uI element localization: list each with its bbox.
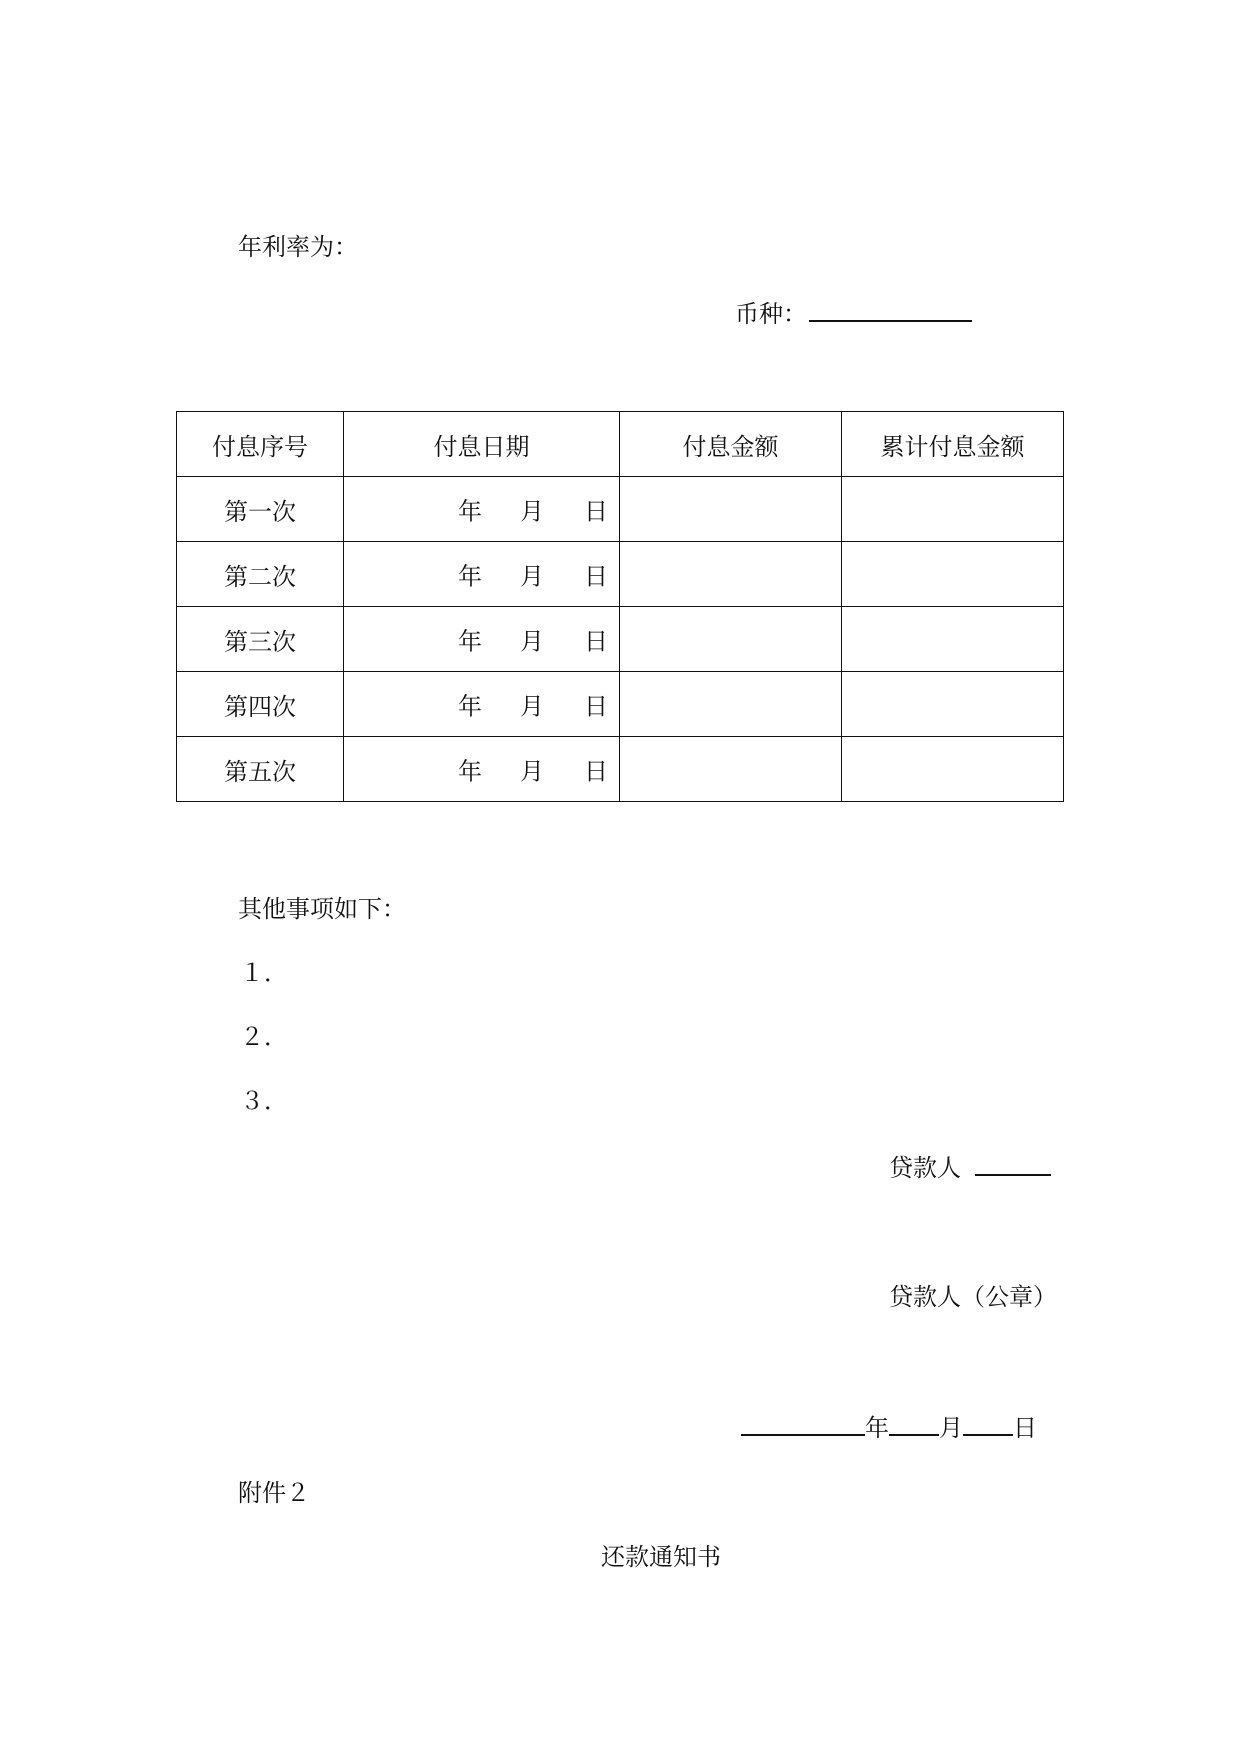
row-date[interactable] <box>344 477 620 542</box>
date-day-blank[interactable] <box>963 1412 1013 1436</box>
date-day: 日 <box>584 757 608 786</box>
date-day: 日 <box>584 497 608 526</box>
row-amount[interactable] <box>620 737 842 802</box>
date-month: 月 <box>520 692 544 721</box>
currency-row <box>735 298 972 329</box>
row-date[interactable] <box>344 672 620 737</box>
date-year-blank[interactable] <box>741 1412 865 1436</box>
date-day-label: 日 <box>1013 1414 1037 1442</box>
table-row <box>177 672 1064 737</box>
row-seq: 第五次 <box>177 737 344 802</box>
table-row <box>177 477 1064 542</box>
table-header-row <box>177 412 1064 477</box>
date-month: 月 <box>520 497 544 526</box>
date-month-blank[interactable] <box>889 1412 939 1436</box>
row-seq: 第三次 <box>177 607 344 672</box>
date-day: 日 <box>584 692 608 721</box>
header-date: 付息日期 <box>344 412 620 477</box>
row-date[interactable] <box>344 542 620 607</box>
row-date[interactable] <box>344 607 620 672</box>
date-day: 日 <box>584 562 608 591</box>
date-month: 月 <box>520 562 544 591</box>
currency-blank[interactable] <box>809 298 972 322</box>
date-year-label: 年 <box>865 1414 889 1442</box>
currency-label: 币种： <box>735 300 807 328</box>
row-date[interactable] <box>344 737 620 802</box>
date-day: 日 <box>584 627 608 656</box>
row-cumulative[interactable] <box>842 672 1064 737</box>
other-matter-item-2: ２． <box>240 1023 288 1051</box>
other-matters-label: 其他事项如下： <box>238 895 406 923</box>
table-row <box>177 607 1064 672</box>
date-month-label: 月 <box>939 1414 963 1442</box>
annual-rate-label: 年利率为： <box>238 233 358 261</box>
lender-label: 贷款人 <box>889 1154 961 1182</box>
row-cumulative[interactable] <box>842 737 1064 802</box>
row-seq: 第四次 <box>177 672 344 737</box>
row-cumulative[interactable] <box>842 607 1064 672</box>
table-row <box>177 542 1064 607</box>
row-seq: 第二次 <box>177 542 344 607</box>
date-year: 年 <box>458 757 482 786</box>
row-cumulative[interactable] <box>842 542 1064 607</box>
row-amount[interactable] <box>620 672 842 737</box>
header-cumulative: 累计付息金额 <box>842 412 1064 477</box>
date-year: 年 <box>458 692 482 721</box>
table-row <box>177 737 1064 802</box>
date-year: 年 <box>458 497 482 526</box>
row-seq: 第一次 <box>177 477 344 542</box>
lender-row <box>889 1152 1051 1183</box>
signature-date-line <box>741 1412 1037 1443</box>
other-matter-item-1: １． <box>240 959 288 987</box>
date-month: 月 <box>520 627 544 656</box>
row-amount[interactable] <box>620 542 842 607</box>
interest-schedule-table <box>176 411 1064 802</box>
row-cumulative[interactable] <box>842 477 1064 542</box>
row-amount[interactable] <box>620 607 842 672</box>
header-amount: 付息金额 <box>620 412 842 477</box>
header-seq: 付息序号 <box>177 412 344 477</box>
date-year: 年 <box>458 627 482 656</box>
notice-title: 还款通知书 <box>601 1543 721 1571</box>
attachment-label: 附件２ <box>238 1479 310 1507</box>
row-amount[interactable] <box>620 477 842 542</box>
date-year: 年 <box>458 562 482 591</box>
other-matter-item-3: ３． <box>240 1087 288 1115</box>
date-month: 月 <box>520 757 544 786</box>
lender-blank[interactable] <box>975 1152 1051 1176</box>
lender-seal-label: 贷款人（公章） <box>889 1283 1057 1311</box>
